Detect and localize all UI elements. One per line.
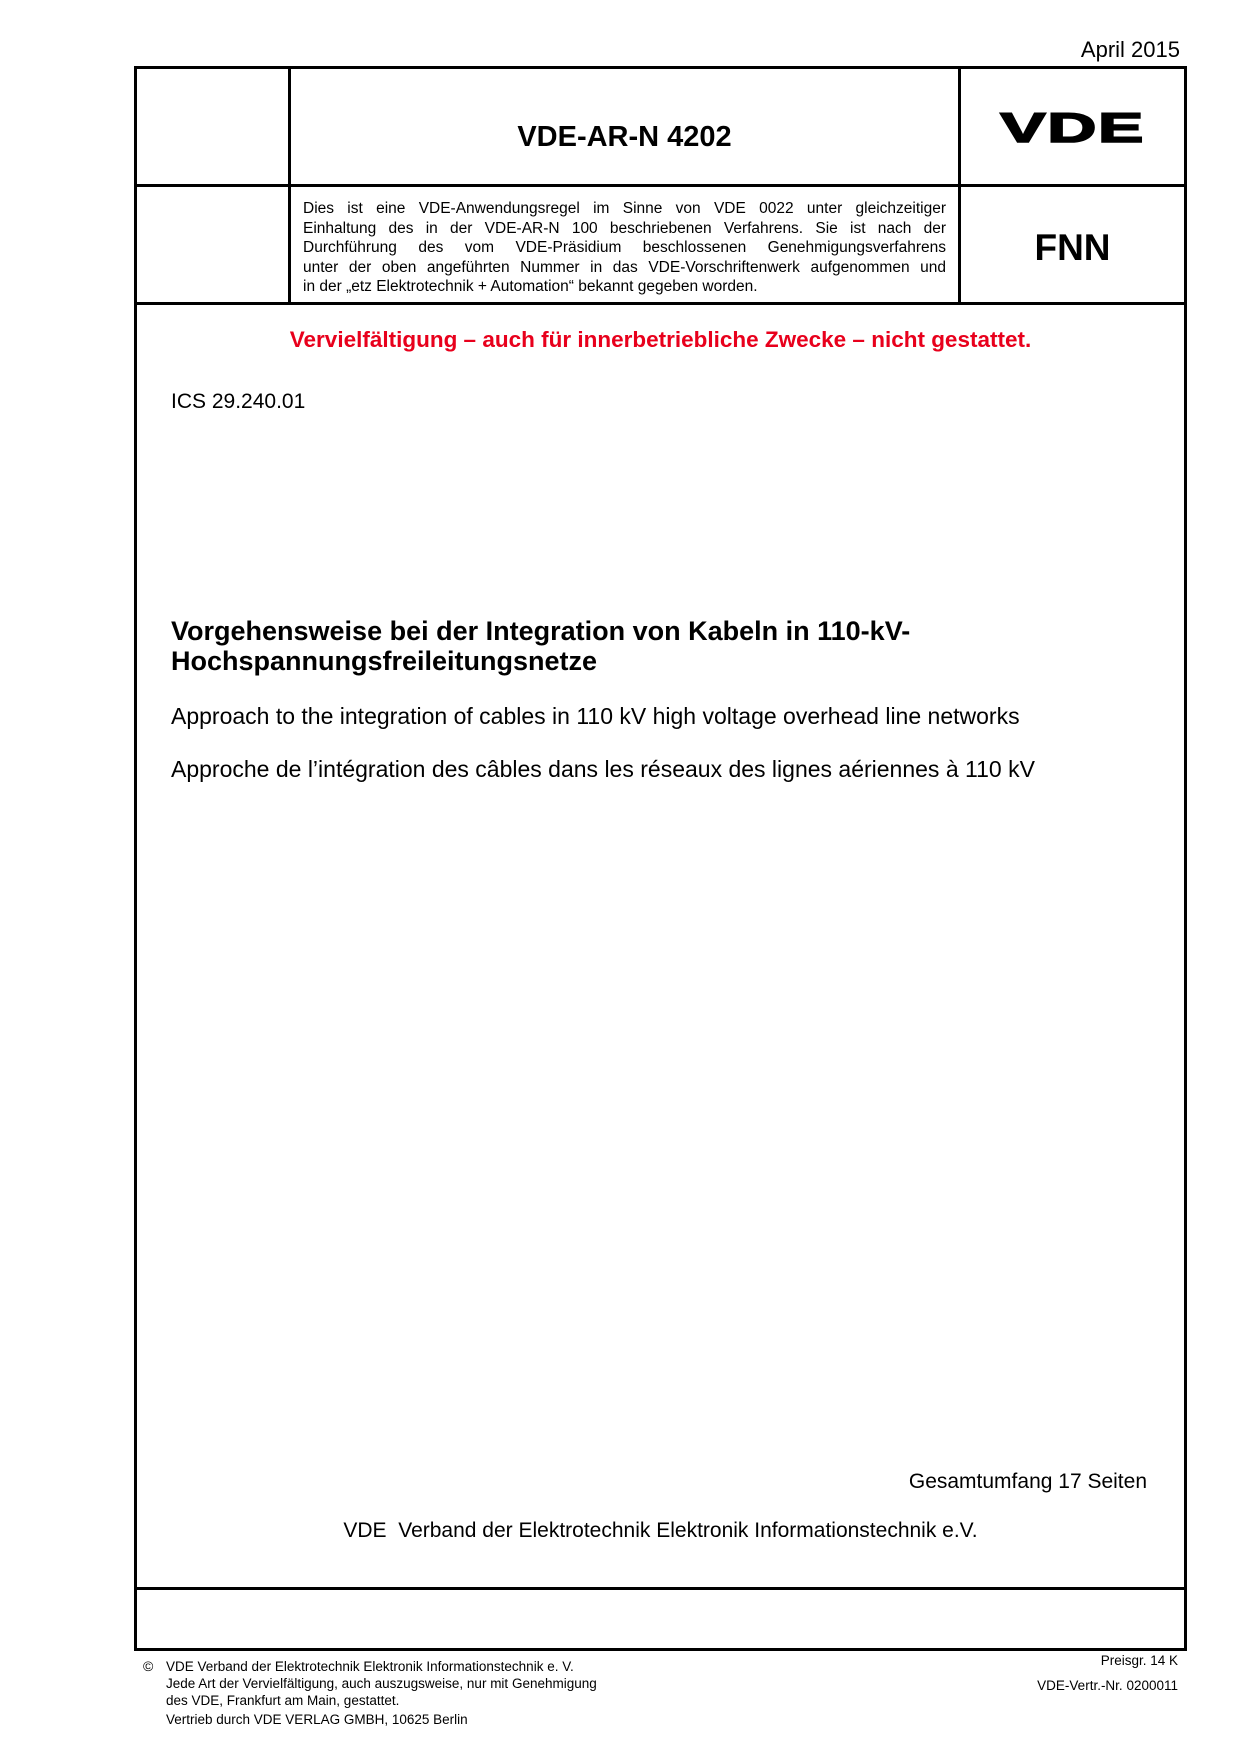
- header-column-divider-left: [288, 66, 291, 305]
- copyright-line: Jede Art der Vervielfältigung, auch auszugsweise, nur mit Genehmigung: [166, 1676, 597, 1691]
- document-title-german: [171, 616, 1171, 676]
- notice-line: unter der oben angeführten Nummer in das VDE-Vorschriftenwerk aufgenommen und: [303, 258, 946, 276]
- copyright-icon: ©: [143, 1658, 154, 1674]
- header-bottom-divider: [134, 302, 1187, 305]
- order-number: VDE-Vertr.-Nr. 0200011: [1037, 1678, 1178, 1693]
- notice-line: Einhaltung des in der VDE-AR-N 100 beschriebenen Verfahrens. Sie ist nach der: [303, 219, 946, 237]
- notice-line: Dies ist eine VDE-Anwendungsregel im Sinne von VDE 0022 unter gleichzeitiger: [303, 200, 946, 217]
- vde-logo-box: [961, 104, 1184, 151]
- notice-line: in der „etz Elektrotechnik + Automation“ bekannt gegeben worden.: [303, 278, 758, 295]
- copyright-line: VDE Verband der Elektrotechnik Elektronik Informationstechnik e. V.: [166, 1659, 574, 1674]
- application-rule-notice: [303, 199, 946, 297]
- price-group: Preisgr. 14 K: [1100, 1653, 1178, 1668]
- document-title-french: Approche de l’intégration des câbles dans les réseaux des lignes aériennes à 110 kV: [171, 756, 1035, 782]
- document-title-english: Approach to the integration of cables in 110 kV high voltage overhead line networks: [171, 703, 1020, 729]
- committee-label: FNN: [1034, 227, 1111, 268]
- publisher-name: VDE Verband der Elektrotechnik Elektronik Informationstechnik e.V.: [343, 1519, 978, 1542]
- header-row-divider: [134, 184, 1187, 187]
- standard-number: VDE-AR-N 4202: [517, 121, 732, 153]
- footer-divider: [134, 1587, 1187, 1590]
- title-line: Vorgehensweise bei der Integration von Kabeln in 110-kV-: [171, 616, 911, 646]
- copyright-notice: [166, 1658, 597, 1709]
- total-pages: Gesamtumfang 17 Seiten: [908, 1470, 1147, 1493]
- notice-line: Durchführung des vom VDE-Präsidium beschlossenen Genehmigungsverfahrens: [303, 239, 946, 256]
- title-line: Hochspannungsfreileitungsnetze: [171, 646, 598, 676]
- publication-date: April 2015: [1080, 37, 1180, 62]
- copy-notice: Vervielfältigung – auch für innerbetriebliche Zwecke – nicht gestattet.: [289, 327, 1032, 352]
- ics-code: ICS 29.240.01: [171, 390, 306, 413]
- copyright-line: des VDE, Frankfurt am Main, gestattet.: [166, 1693, 400, 1708]
- distribution-note: Vertrieb durch VDE VERLAG GMBH, 10625 Berlin: [166, 1712, 468, 1727]
- vde-logo: VDE: [1000, 104, 1145, 151]
